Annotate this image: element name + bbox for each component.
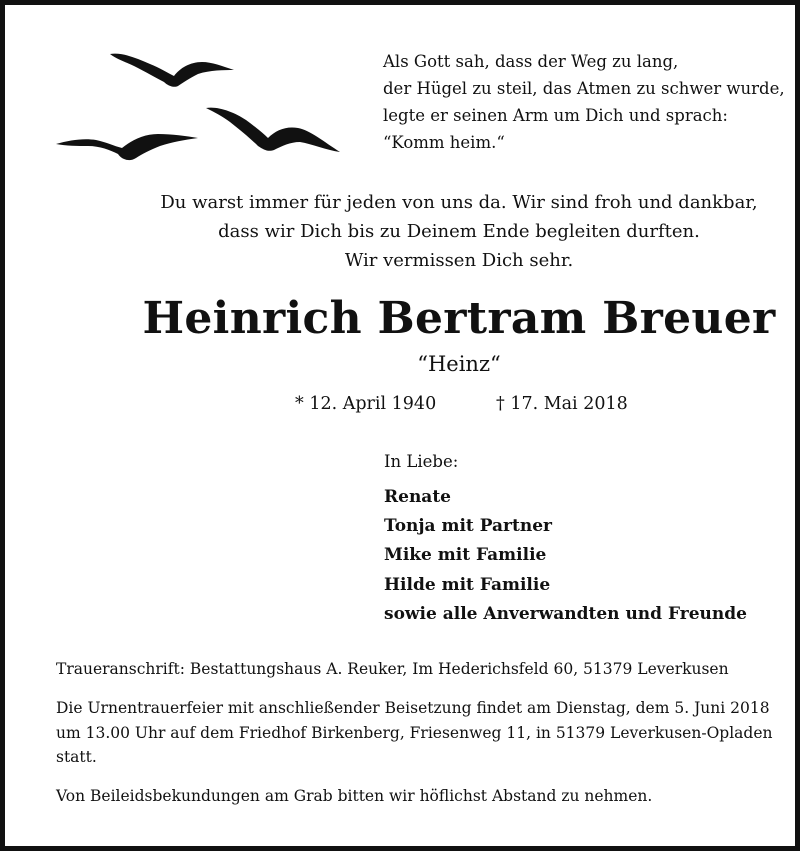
poem-line: legte er seinen Arm um Dich und sprach: [383, 106, 728, 125]
birds-illustration [50, 48, 350, 168]
ceremony-line: um 13.00 Uhr auf dem Friedhof Birkenberg, Friesenweg 11, in 51379 Leverkusen-Opladen [56, 723, 773, 742]
birth-date: * 12. April 1940 [295, 394, 437, 414]
poem-line: Als Gott sah, dass der Weg zu lang, [383, 52, 679, 71]
mourner-name: Renate [384, 487, 451, 507]
poem [383, 48, 785, 156]
ceremony-notice [56, 696, 773, 770]
ceremony-line: statt. [56, 748, 97, 766]
mourner-name: Mike mit Familie [384, 545, 547, 566]
mourning-address: Traueranschrift: Bestattungshaus A. Reuker, Im Hederichsfeld 60, 51379 Leverkusen [56, 660, 729, 678]
mourner-name: sowie alle Anverwandten und Freunde [384, 603, 747, 624]
condolence-request: Von Beileidsbekundungen am Grab bitten wir höflichst Abstand zu nehmen. [56, 787, 653, 805]
mourners-heading: In Liebe: [384, 452, 459, 471]
tribute-line: dass wir Dich bis zu Deinem Ende begleiten durften. [218, 221, 700, 242]
mourner-name: Tonja mit Partner [384, 516, 552, 537]
poem-line: der Hügel zu steil, das Atmen zu schwer wurde, [383, 79, 785, 98]
tribute-line: Du warst immer für jeden von uns da. Wir sind froh und dankbar, [160, 192, 758, 213]
death-date: † 17. Mai 2018 [496, 394, 628, 414]
tribute-line: Wir vermissen Dich sehr. [344, 250, 574, 271]
deceased-name: Heinrich Bertram Breuer [142, 293, 776, 344]
ceremony-line: Die Urnentrauerfeier mit anschließender Beisetzung findet am Dienstag, dem 5. Juni 2018 [56, 699, 770, 717]
mourners-list [384, 483, 747, 629]
bird-silhouette-icon [56, 134, 198, 160]
mourner-name: Hilde mit Familie [384, 574, 551, 595]
tribute-text [0, 188, 800, 275]
bird-silhouette-icon [206, 108, 340, 152]
deceased-nickname: “Heinz“ [417, 352, 501, 376]
bird-silhouette-icon [110, 54, 234, 87]
poem-line: “Komm heim.“ [383, 133, 505, 152]
